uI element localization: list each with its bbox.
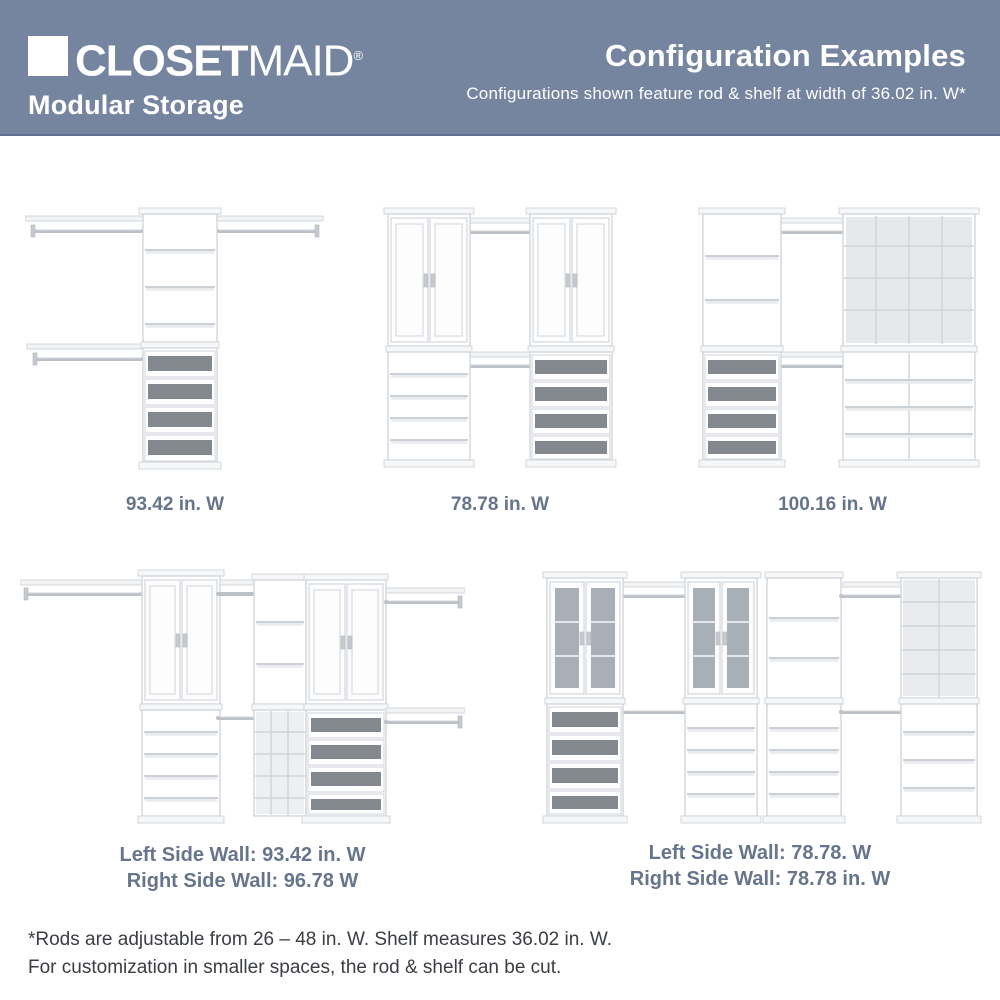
footnote-line-2: For customization in smaller spaces, the rod & shelf can be cut. [28, 957, 562, 978]
brand-closet: CLOSET [75, 36, 248, 86]
left-tower-shelf-section [384, 346, 474, 467]
footnote [28, 926, 612, 982]
left-extension-shelf-and-rod [20, 580, 142, 600]
top-rod-and-shelf [779, 218, 845, 232]
mid-rod-and-shelf [779, 352, 845, 366]
configuration-4-width-label [20, 842, 465, 894]
left-tower-shelf-section [699, 208, 785, 346]
configuration-3 [675, 192, 990, 516]
configuration-1 [25, 192, 325, 516]
left-gap-rods-and-shelf [621, 582, 687, 712]
tower-1-glass-door-cabinet [543, 572, 627, 698]
top-right-shelf-and-rod [217, 216, 323, 237]
corner-door-tower [304, 574, 388, 704]
mid-left-shelf-and-rod [27, 344, 143, 365]
closet-illustration-two-wall-towers [535, 560, 985, 832]
left-tower-door-cabinet [384, 208, 474, 346]
configuration-5-right-wall-label: Right Side Wall: 78.78 in. W [629, 868, 891, 890]
closet-illustration-tower-and-cubby-unit [675, 192, 990, 480]
configuration-5 [535, 560, 985, 892]
logo-subtitle: Modular Storage [28, 89, 245, 120]
tower-2-shelf-section [681, 698, 761, 823]
left-door-tower [138, 570, 224, 704]
configuration-2-width-label: 78.78 in. W [450, 494, 550, 515]
tower-4-cubby-top [897, 572, 981, 698]
configuration-3-width-label: 100.16 in. W [778, 494, 887, 515]
tower-3-shelf-section [763, 698, 845, 823]
brand-wordmark [75, 34, 362, 84]
mid-rod-and-shelf [468, 352, 532, 366]
header-title-block [466, 38, 966, 104]
configuration-5-left-wall-label: Left Side Wall: 78.78. W [648, 842, 872, 864]
corner-gap-rods [218, 580, 256, 718]
footnote-line-1: *Rods are adjustable from 26 – 48 in. W. Shelf measures 36.02 in. W. [28, 929, 613, 950]
corner-drawer-unit [302, 704, 390, 823]
right-tower-drawer-section [526, 346, 616, 467]
right-gap-rods-and-shelf [841, 582, 903, 712]
brand-maid: MAID [247, 36, 354, 86]
tower-1-drawer-section [543, 698, 627, 823]
right-tower-door-cabinet [526, 208, 616, 346]
configuration-4 [20, 556, 465, 894]
tower-4-shelf-section [897, 698, 981, 823]
left-tower-shelf-section [138, 704, 224, 823]
page-title: Configuration Examples [605, 38, 966, 73]
configuration-5-width-label [535, 840, 985, 892]
closet-illustration-corner-l-shape [20, 556, 465, 834]
header-banner [0, 0, 1000, 136]
closet-illustration-two-door-towers [350, 192, 650, 480]
tower-2-glass-door-cabinet [681, 572, 761, 698]
configuration-2 [350, 192, 650, 516]
tower-drawer-section [139, 342, 221, 469]
left-tower-drawer-section [699, 346, 785, 467]
registered-trademark-symbol: ® [353, 48, 363, 63]
page-subtitle: Configurations shown feature rod & shelf at width of 36.02 in. W* [466, 84, 966, 103]
corner-open-shelf-column [252, 574, 308, 704]
top-rod-and-shelf [468, 218, 532, 232]
right-unit-cubby-section [839, 208, 979, 346]
tower-3-open-shelf-top [765, 572, 843, 698]
corner-cubby-unit [252, 704, 308, 816]
right-unit-shelf-section [839, 346, 979, 467]
configuration-1-width-label: 93.42 in. W [125, 494, 225, 515]
closetmaid-logo [28, 34, 362, 121]
tower-shelf-section [139, 208, 221, 342]
closet-illustration-single-tower [25, 192, 325, 480]
configuration-4-right-wall-label: Right Side Wall: 96.78 W [126, 870, 359, 892]
top-left-shelf-and-rod [25, 216, 143, 237]
logo-square-icon [28, 36, 68, 76]
configuration-4-left-wall-label: Left Side Wall: 93.42 in. W [119, 844, 366, 866]
right-extension-shelf-and-rods [386, 588, 465, 728]
